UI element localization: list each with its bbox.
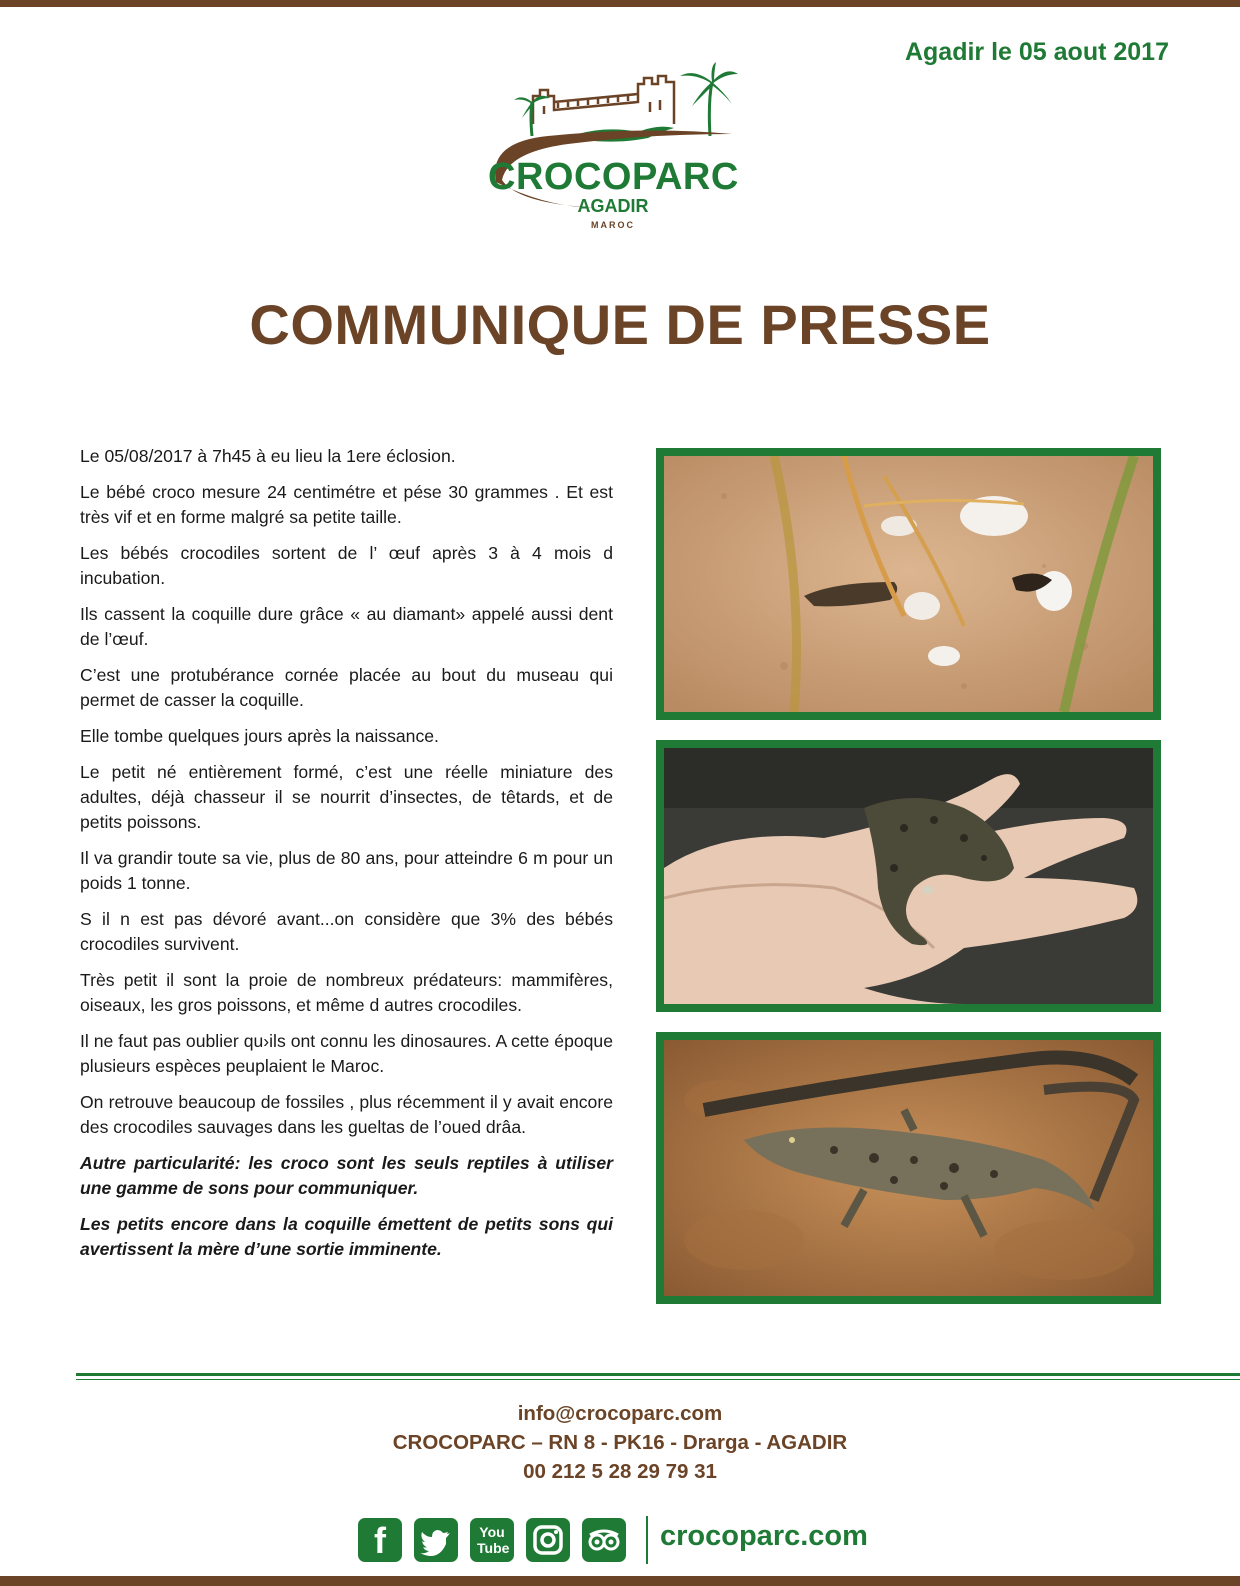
paragraph-emphasis: Autre particularité: les croco sont les seuls reptiles à utiliser une gamme de sons pour communiquer. xyxy=(80,1153,613,1198)
logo-name: CROCOPARC xyxy=(488,156,739,198)
facebook-glyph: f xyxy=(374,1520,386,1561)
tripadvisor-icon[interactable] xyxy=(582,1518,626,1562)
instagram-icon[interactable] xyxy=(526,1518,570,1562)
top-border xyxy=(0,0,1240,7)
crocoparc-logo xyxy=(488,62,752,240)
bottom-border xyxy=(0,1576,1240,1586)
paragraph: On retrouve beaucoup de fossiles , plus récemment il y avait encore des crocodiles sauvages dans les gueltas de l’oued drâa. xyxy=(80,1092,613,1137)
paragraph: Elle tombe quelques jours après la naissance. xyxy=(80,726,439,746)
logo-country: MAROC xyxy=(591,220,635,230)
paragraph: Le 05/08/2017 à 7h45 à eu lieu la 1ere éclosion. xyxy=(80,446,456,466)
youtube-icon[interactable] xyxy=(470,1518,514,1562)
press-date: Agadir le 05 aout 2017 xyxy=(904,38,1169,66)
photo-baby-crocs-rock xyxy=(656,1032,1161,1304)
paragraph: Il ne faut pas oublier qu›ils ont connu les dinosaures. A cette époque plusieurs espèces peuplaient le Maroc. xyxy=(80,1031,613,1076)
paragraph: S il n est pas dévoré avant...on considère que 3% des bébés crocodiles survivent. xyxy=(80,909,613,954)
photo-baby-croc-hand xyxy=(656,740,1161,1012)
paragraph: Il va grandir toute sa vie, plus de 80 ans, pour atteindre 6 m pour un poids 1 tonne. xyxy=(80,848,613,893)
paragraph: Le bébé croco mesure 24 centimétre et pése 30 grammes . Et est très vif et en forme malgré sa petite taille. xyxy=(80,482,613,527)
website-link[interactable]: crocoparc.com xyxy=(660,1520,868,1552)
photo-hatchling-sand xyxy=(656,448,1161,720)
contact-address: CROCOPARC – RN 8 - PK16 - Drarga - AGADIR xyxy=(392,1431,848,1454)
article-body xyxy=(80,444,613,1273)
tripadvisor-owl-icon xyxy=(582,1518,626,1562)
page-title: COMMUNIQUE DE PRESSE xyxy=(249,293,991,356)
twitter-bird-icon xyxy=(414,1518,458,1562)
paragraph-emphasis: Les petits encore dans la coquille émettent de petits sons qui avertissent la mère d’une sortie imminente. xyxy=(80,1214,613,1259)
footer-divider-thin xyxy=(76,1379,1240,1380)
contact-phone: 00 212 5 28 29 79 31 xyxy=(523,1460,717,1483)
paragraph: C’est une protubérance cornée placée au bout du museau qui permet de casser la coquille. xyxy=(80,665,613,710)
youtube-glyph: You Tube xyxy=(477,1524,510,1556)
paragraph: Ils cassent la coquille dure grâce « au diamant» appelé aussi dent de l’œuf. xyxy=(80,604,613,649)
paragraph: Les bébés crocodiles sortent de l’ œuf après 3 à 4 mois d incubation. xyxy=(80,543,613,588)
instagram-camera-icon xyxy=(526,1518,570,1562)
twitter-icon[interactable] xyxy=(414,1518,458,1562)
footer-divider xyxy=(76,1373,1240,1376)
facebook-icon[interactable] xyxy=(358,1518,402,1562)
paragraph: Très petit il sont la proie de nombreux prédateurs: mammifères, oiseaux, les gros poissons, et même d autres crocodiles. xyxy=(80,970,613,1015)
social-divider xyxy=(646,1516,648,1564)
contact-email[interactable]: info@crocoparc.com xyxy=(517,1402,723,1425)
logo-city: AGADIR xyxy=(577,196,649,216)
paragraph: Le petit né entièrement formé, c’est une réelle miniature des adultes, déjà chasseur il se nourrit d’insectes, de têtards, et de petits poissons. xyxy=(80,762,613,832)
